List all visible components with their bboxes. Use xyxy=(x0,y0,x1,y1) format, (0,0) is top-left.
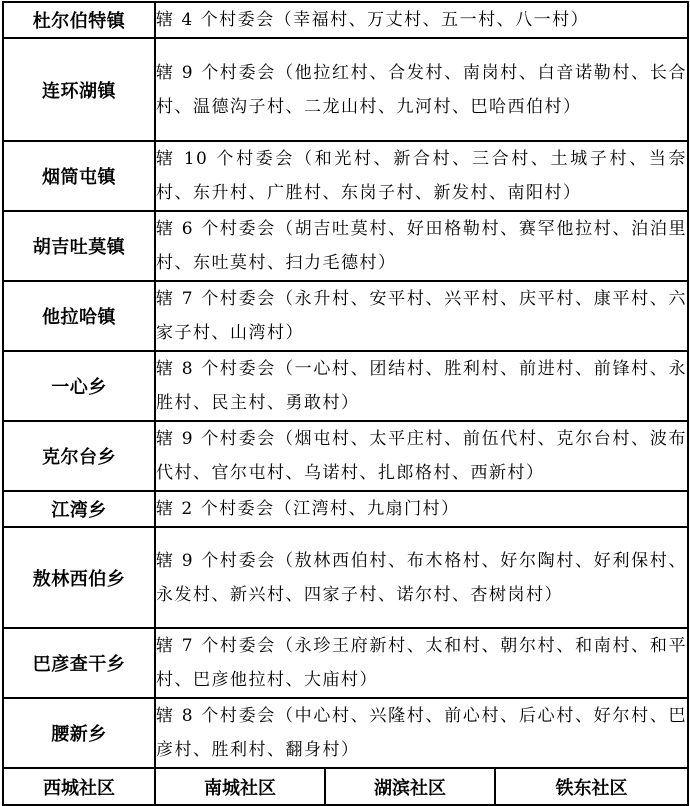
town-villages-cell: 辖 4 个村委会（幸福村、万丈村、五一村、八一村） xyxy=(155,2,688,38)
community-row xyxy=(3,768,688,805)
community-cell: 湖滨社区 xyxy=(325,768,495,805)
town-villages-cell: 辖 6 个村委会（胡吉吐莫村、好田格勒村、赛罕他拉村、泊泊里村、东吐莫村、扫力毛德村） xyxy=(155,211,688,281)
town-name-cell: 敖林西伯乡 xyxy=(3,527,155,628)
table-row xyxy=(3,2,688,38)
town-villages-cell: 辖 9 个村委会（他拉红村、合发村、南岗村、白音诺勒村、长合村、温德沟子村、二龙山村、九河村、巴哈西伯村） xyxy=(155,38,688,141)
town-villages-cell: 辖 8 个村委会（一心村、团结村、胜利村、前进村、前锋村、永胜村、民主村、勇敢村） xyxy=(155,351,688,421)
table-row xyxy=(3,281,688,351)
town-villages-cell: 辖 8 个村委会（中心村、兴隆村、前心村、后心村、好尔村、巴彦村、胜利村、翻身村） xyxy=(155,698,688,768)
table-row xyxy=(3,527,688,628)
town-name-cell: 烟筒屯镇 xyxy=(3,141,155,211)
table-row xyxy=(3,351,688,421)
town-villages-cell: 辖 7 个村委会（永珍王府新村、太和村、朝尔村、和南村、和平村、巴彦他拉村、大庙村） xyxy=(155,628,688,698)
admin-division-table xyxy=(2,1,689,806)
town-name-cell: 一心乡 xyxy=(3,351,155,421)
table-row xyxy=(3,211,688,281)
town-name-cell: 他拉哈镇 xyxy=(3,281,155,351)
table-row xyxy=(3,698,688,768)
town-villages-cell: 辖 9 个村委会（敖林西伯村、布木格村、好尔陶村、好利保村、永发村、新兴村、四家子村、诺尔村、杏树岗村） xyxy=(155,527,688,628)
town-villages-cell: 辖 2 个村委会（江湾村、九扇门村） xyxy=(155,491,688,527)
town-villages-cell: 辖 10 个村委会（和光村、新合村、三合村、土城子村、当奈村、东升村、广胜村、东岗子村、新发村、南阳村） xyxy=(155,141,688,211)
town-name-cell: 胡吉吐莫镇 xyxy=(3,211,155,281)
town-name-cell: 连环湖镇 xyxy=(3,38,155,141)
table-row xyxy=(3,141,688,211)
town-name-cell: 江湾乡 xyxy=(3,491,155,527)
table-row xyxy=(3,421,688,491)
town-villages-cell: 辖 7 个村委会（永升村、安平村、兴平村、庆平村、康平村、六家子村、山湾村） xyxy=(155,281,688,351)
town-name-cell: 巴彦查干乡 xyxy=(3,628,155,698)
community-cell: 铁东社区 xyxy=(495,768,688,805)
town-name-cell: 腰新乡 xyxy=(3,698,155,768)
town-name-cell: 杜尔伯特镇 xyxy=(3,2,155,38)
table-row xyxy=(3,491,688,527)
community-cell: 南城社区 xyxy=(155,768,325,805)
town-villages-cell: 辖 9 个村委会（烟屯村、太平庄村、前伍代村、克尔台村、波布代村、官尔屯村、乌诺村、扎郎格村、西新村） xyxy=(155,421,688,491)
community-cell: 西城社区 xyxy=(3,768,155,805)
table-row xyxy=(3,38,688,141)
table-row xyxy=(3,628,688,698)
town-name-cell: 克尔台乡 xyxy=(3,421,155,491)
